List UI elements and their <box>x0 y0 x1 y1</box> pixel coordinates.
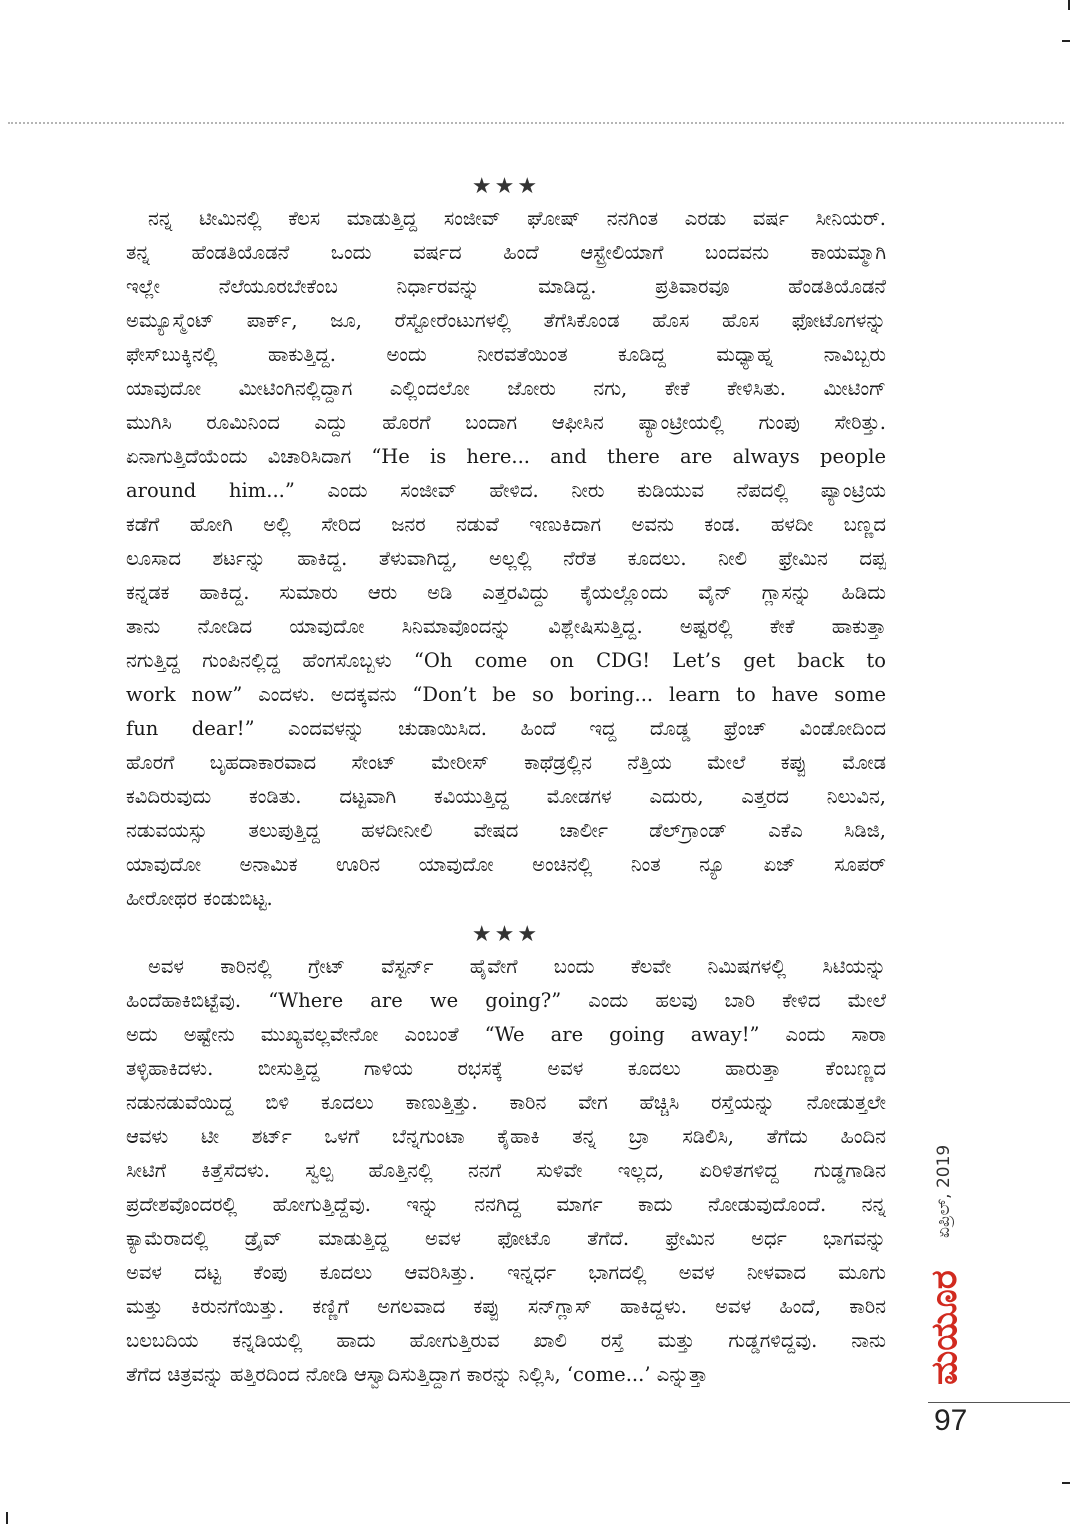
text-line: ಕವಿದಿರುವುದು ಕಂಡಿತು. ದಟ್ಟವಾಗಿ ಕವಿಯುತ್ತಿದ್ದ ಮೋಡಗಳ ಎದುರು, ಎತ್ತರದ ನಿಲುವಿನ, <box>126 785 886 808</box>
text-line: ಬಲಬದಿಯ ಕನ್ನಡಿಯಲ್ಲಿ ಹಾದು ಹೋಗುತ್ತಿರುವ ಖಾಲಿ ರಸ್ತೆ ಮತ್ತು ಗುಡ್ಡಗಳಿದ್ದವು. ನಾನು <box>126 1329 886 1352</box>
header-dotted-rule <box>8 122 1064 124</box>
text-line: ಕಡೆಗೆ ಹೋಗಿ ಅಲ್ಲಿ ಸೇರಿದ ಜನರ ನಡುವೆ ಇಣುಕಿದಾಗ ಅವನು ಕಂಡ. ಹಳದೀ ಬಣ್ಣದ <box>126 513 886 536</box>
text-line: ಯಾವುದೋ ಅನಾಮಿಕ ಊರಿನ ಯಾವುದೋ ಅಂಚಿನಲ್ಲಿ ನಿಂತ ನ್ಯೂ ಏಜ್ ಸೂಪರ್ <box>126 853 886 876</box>
text-line: ಫೇಸ್‌ಬುಕ್ಕಿನಲ್ಲಿ ಹಾಕುತ್ತಿದ್ದ. ಅಂದು ನೀರವತೆಯಿಂತ ಕೂಡಿದ್ದ ಮಧ್ಯಾಹ್ನ ನಾವಿಬ್ಬರು <box>126 343 886 366</box>
text-line: around him...” ಎಂದು ಸಂಜೀವ್ ಹೇಳಿದ. ನೀರು ಕುಡಿಯುವ ನೆಪದಲ್ಲಿ ಪ್ಯಾಂಟ್ರಿಯ <box>126 479 886 502</box>
text-line: ಹಿಂದೆಹಾಕಿಬಿಟ್ಟೆವು. “Where are we going?” ಎಂದು ಹಲವು ಬಾರಿ ಕೇಳಿದ ಮೇಲೆ <box>126 989 886 1012</box>
text-line: fun dear!” ಎಂದವಳನ್ನು ಚುಡಾಯಿಸಿದ. ಹಿಂದೆ ಇದ್ದ ದೊಡ್ಡ ಫ್ರೆಂಚ್ ವಿಂಡೋದಿಂದ <box>126 717 886 740</box>
text-line: ತಳ್ಳಿಹಾಕಿದಳು. ಬೀಸುತ್ತಿದ್ದ ಗಾಳಿಯ ರಭಸಕ್ಕೆ ಅವಳ ಕೂದಲು ಹಾರುತ್ತಾ ಕೆಂಬಣ್ಣದ <box>126 1057 886 1080</box>
section-2-lines <box>126 950 886 1392</box>
text-line: ಮುಗಿಸಿ ರೂಮಿನಿಂದ ಎದ್ದು ಹೊರಗೆ ಬಂದಾಗ ಆಫೀಸಿನ ಪ್ಯಾಂಟ್ರೀಯಲ್ಲಿ ಗುಂಪು ಸೇರಿತ್ತು. <box>126 411 886 434</box>
text-line: ನಗುತ್ತಿದ್ದ ಗುಂಪಿನಲ್ಲಿದ್ದ ಹೆಂಗಸೊಬ್ಬಳು “Oh come on CDG! Let’s get back to <box>126 649 886 672</box>
text-line: ಅದು ಅಷ್ಟೇನು ಮುಖ್ಯವಲ್ಲವೇನೋ ಎಂಬಂತೆ “We are going away!” ಎಂದು ಸಾರಾ <box>126 1023 886 1046</box>
section-divider-stars: ★★★ <box>471 922 541 947</box>
page-number: 97 <box>934 1404 968 1437</box>
section-1-lines <box>126 202 886 916</box>
text-line: ಅವಳ ದಟ್ಟ ಕೆಂಪು ಕೂದಲು ಆವರಿಸಿತ್ತು. ಇನ್ನರ್ಧ ಭಾಗದಲ್ಲಿ ಅವಳ ನೀಳವಾದ ಮೂಗು <box>126 1261 886 1284</box>
text-line: ಕನ್ನಡಕ ಹಾಕಿದ್ದ. ಸುಮಾರು ಆರು ಅಡಿ ಎತ್ತರವಿದ್ದು ಕೈಯಲ್ಲೊಂದು ವೈನ್ ಗ್ಲಾಸನ್ನು ಹಿಡಿದು <box>126 581 886 604</box>
text-line: ತಾನು ನೋಡಿದ ಯಾವುದೋ ಸಿನಿಮಾವೊಂದನ್ನು ವಿಶ್ಲೇಷಿಸುತ್ತಿದ್ದ. ಅಷ್ಟರಲ್ಲಿ ಕೇಕೆ ಹಾಕುತ್ತಾ <box>126 615 886 638</box>
issue-date: ಏಪ್ರಿಲ್, 2019 <box>934 1144 954 1238</box>
text-line: ಹೊರಗೆ ಬೃಹದಾಕಾರವಾದ ಸೇಂಟ್ ಮೇರೀಸ್ ಕಾಥೆಡ್ರಲ್ಲಿನ ನೆತ್ತಿಯ ಮೇಲೆ ಕಪ್ಪು ಮೋಡ <box>126 751 886 774</box>
text-line: ನಡುವಯಸ್ಸು ತಲುಪುತ್ತಿದ್ದ ಹಳದೀನೀಲಿ ವೇಷದ ಚಾರ್ಲೀ ಡೆಲ್‌ಗ್ರಾಂಡ್ ಎಕೆಎ ಸಿಡಿಜಿ, <box>126 819 886 842</box>
text-line: ಆವಳು ಟೀ ಶರ್ಟ್ ಒಳಗೆ ಬೆನ್ನಗುಂಟಾ ಕೈಹಾಕಿ ತನ್ನ ಬ್ರಾ ಸಡಿಲಿಸಿ, ತೆಗೆದು ಹಿಂದಿನ <box>126 1125 886 1148</box>
text-line: ಪ್ರದೇಶವೊಂದರಲ್ಲಿ ಹೋಗುತ್ತಿದ್ದೆವು. ಇನ್ನು ನನಗಿದ್ದ ಮಾರ್ಗ ಕಾದು ನೋಡುವುದೊಂದೆ. ನನ್ನ <box>126 1193 886 1216</box>
article-body <box>126 172 886 1392</box>
text-line: ಅವಳ ಕಾರಿನಲ್ಲಿ ಗ್ರೇಟ್ ವೆಸ್ಟರ್ನ್ ಹೈವೇಗೆ ಬಂದು ಕೆಲವೇ ನಿಮಿಷಗಳಲ್ಲಿ ಸಿಟಿಯನ್ನು <box>148 955 886 978</box>
text-line: work now” ಎಂದಳು. ಅದಕ್ಕವನು “Don’t be so boring... learn to have some <box>126 683 886 706</box>
section-1 <box>126 172 886 916</box>
text-line: ನನ್ನ ಟೀಮಿನಲ್ಲಿ ಕೆಲಸ ಮಾಡುತ್ತಿದ್ದ ಸಂಜೀವ್ ಘೋಷ್ ನನಗಿಂತ ಎರಡು ವರ್ಷ ಸೀನಿಯರ್. <box>148 207 886 230</box>
text-line: ಲೂಸಾದ ಶರ್ಟನ್ನು ಹಾಕಿದ್ದ. ತೆಳುವಾಗಿದ್ದ, ಅಲ್ಲಲ್ಲಿ ನೆರೆತ ಕೂದಲು. ನೀಲಿ ಫ್ರೇಮಿನ ದಪ್ಪ <box>126 547 886 570</box>
text-line: ಮತ್ತು ಕಿರುನಗೆಯಿತ್ತು. ಕಣ್ಣಿಗೆ ಅಗಲವಾದ ಕಪ್ಪು ಸನ್‌ಗ್ಲಾಸ್ ಹಾಕಿದ್ದಳು. ಅವಳ ಹಿಂದೆ, ಕಾರಿನ <box>126 1295 886 1318</box>
text-line: ತೆಗೆದ ಚಿತ್ರವನ್ನು ಹತ್ತಿರದಿಂದ ನೋಡಿ ಆಸ್ವಾದಿಸುತ್ತಿದ್ದಾಗ ಕಾರನ್ನು ನಿಲ್ಲಿಸಿ, ‘come...’ ಎನ್ನುತ್ತಾ <box>126 1363 708 1386</box>
text-line: ಹೀರೋಥರ ಕಂಡುಬಿಟ್ಟ. <box>126 887 273 910</box>
text-line: ಇಲ್ಲೇ ನೆಲೆಯೂರಬೇಕೆಂಬ ನಿರ್ಧಾರವನ್ನು ಮಾಡಿದ್ದ. ಪ್ರತಿವಾರವೂ ಹೆಂಡತಿಯೊಡನೆ <box>126 275 886 298</box>
text-line: ಅಮ್ಯೂಸ್ಮೆಂಟ್ ಪಾರ್ಕ್, ಜೂ, ರೆಸ್ಟೋರೆಂಟುಗಳಲ್ಲಿ ತೆಗೆಸಿಕೊಂಡ ಹೊಸ ಹೊಸ ಫೋಟೊಗಳನ್ನು <box>126 309 886 332</box>
text-line: ಕ್ಯಾಮೆರಾದಲ್ಲಿ ಡ್ರೈವ್ ಮಾಡುತ್ತಿದ್ದ ಅವಳ ಫೋಟೊ ತೆಗೆದೆ. ಫ್ರೇಮಿನ ಅರ್ಧ ಭಾಗವನ್ನು <box>126 1227 886 1250</box>
section-divider-stars: ★★★ <box>471 174 541 199</box>
crop-mark-top-right <box>1068 0 1070 10</box>
page-number-rule <box>928 1402 1070 1403</box>
crop-mark-right-upper <box>1062 40 1070 42</box>
magazine-logo: ಮಯೂರ <box>924 1270 965 1386</box>
text-line: ನಡುನಡುವೆಯಿದ್ದ ಬಿಳಿ ಕೂದಲು ಕಾಣುತ್ತಿತ್ತು. ಕಾರಿನ ವೇಗ ಹೆಚ್ಚಿಸಿ ರಸ್ತೆಯನ್ನು ನೋಡುತ್ತಲೇ <box>126 1091 886 1114</box>
magazine-sidebar <box>920 1098 980 1408</box>
text-line: ಏನಾಗುತ್ತಿದೆಯೆಂದು ವಿಚಾರಿಸಿದಾಗ “He is here... and there are always people <box>126 445 886 468</box>
crop-mark-bottom-left <box>6 1512 8 1524</box>
text-line: ಸೀಟಿಗೆ ಕಿತ್ತೆಸೆದಳು. ಸ್ವಲ್ಪ ಹೊತ್ತಿನಲ್ಲಿ ನನಗೆ ಸುಳಿವೇ ಇಲ್ಲದ, ಏರಿಳಿತಗಳಿದ್ದ ಗುಡ್ಡಗಾಡಿನ <box>126 1159 886 1182</box>
crop-mark-right-lower <box>1062 1482 1070 1484</box>
text-line: ತನ್ನ ಹೆಂಡತಿಯೊಡನೆ ಒಂದು ವರ್ಷದ ಹಿಂದೆ ಆಸ್ಟ್ರೇಲಿಯಾಗೆ ಬಂದವನು ಕಾಯಮ್ಮಾಗಿ <box>126 241 886 264</box>
section-2 <box>126 920 886 1392</box>
text-line: ಯಾವುದೋ ಮೀಟಿಂಗಿನಲ್ಲಿದ್ದಾಗ ಎಲ್ಲಿಂದಲೋ ಜೋರು ನಗು, ಕೇಕೆ ಕೇಳಿಸಿತು. ಮೀಟಿಂಗ್ <box>126 377 886 400</box>
